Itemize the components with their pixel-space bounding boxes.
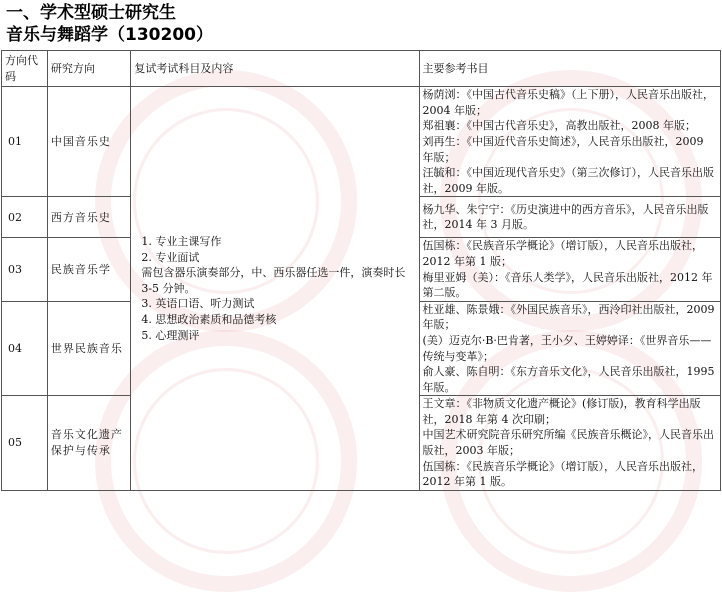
book-entry: 梅里亚姆（美）：《音乐人类学》，人民音乐出版社，2012 年第二版。 <box>422 270 713 300</box>
row-code: 05 <box>2 396 48 491</box>
header-exam: 复试考试科目及内容 <box>131 51 419 87</box>
exam-item: 需包含器乐演奏部分，中、西乐器任选一件，演奏时长 3-5 分钟。 <box>141 266 406 295</box>
book-entry: 杨荫浏：《中国古代音乐史稿》（上下册），人民音乐出版社，2004 年版； <box>422 88 715 117</box>
row-books <box>419 197 720 238</box>
book-entry: 王文章：《非物质文化遗产概论》(修订版)，教育科学出版社，2018 年第 4 次印刷； <box>422 397 701 426</box>
book-entry: 郑祖襄：《中国古代音乐史》，高教出版社，2008 年版； <box>422 119 697 133</box>
row-code: 03 <box>2 238 48 301</box>
book-entry: 伍国栋：《民族音乐学概论》（增订版），人民音乐出版社，2012 年第 1 版； <box>422 239 704 268</box>
exam-subjects <box>131 87 419 491</box>
row-code: 04 <box>2 301 48 396</box>
header-direction: 研究方向 <box>47 51 131 87</box>
book-entry: 杜亚雄、陈景娥：《外国民族音乐》，西泠印社出版社，2009 年版； <box>422 302 715 332</box>
row-code: 01 <box>2 87 48 197</box>
row-code: 02 <box>2 197 48 238</box>
exam-item: 5. 心理测评 <box>141 328 200 342</box>
exam-table <box>1 50 721 491</box>
section-title: 一、学术型硕士研究生 <box>6 3 176 23</box>
exam-item: 1. 专业主课写作 <box>141 234 222 248</box>
major-title: 音乐与舞蹈学（130200） <box>6 25 213 45</box>
book-entry: 刘再生：《中国近代音乐史简述》，人民音乐出版社，2009 年版； <box>422 134 704 164</box>
exam-item: 4. 思想政治素质和品德考核 <box>141 312 277 326</box>
table-row <box>2 87 721 197</box>
header-code: 方向代码 <box>2 51 48 87</box>
row-books <box>419 238 720 301</box>
book-entry: 中国艺术研究院音乐研究所编《民族音乐概论》，人民音乐出版社，2003 年版； <box>422 428 715 458</box>
header-books: 主要参考书目 <box>419 51 720 87</box>
book-entry: 杨九华、朱宁宁：《历史演进中的西方音乐》，人民音乐出版社，2014 年 3 月版。 <box>422 202 709 232</box>
row-direction: 西方音乐史 <box>47 197 131 238</box>
table-header-row <box>2 51 721 87</box>
row-direction: 民族音乐学 <box>47 238 131 301</box>
row-books <box>419 301 720 396</box>
book-entry: 俞人豪、陈自明：《东方音乐文化》，人民音乐出版社，1995 年版。 <box>422 365 715 394</box>
row-direction: 音乐文化遗产保护与传承 <box>47 396 131 491</box>
row-direction: 世界民族音乐 <box>47 301 131 396</box>
row-direction: 中国音乐史 <box>47 87 131 197</box>
book-entry: 伍国栋：《民族音乐学概论》（增订版），人民音乐出版社，2012 年第 1 版。 <box>422 459 704 489</box>
book-entry: (美）迈克尔·B·巴肯著，王小夕、王婷婷译：《世界音乐——传统与变革》； <box>422 333 712 363</box>
row-books <box>419 87 720 197</box>
book-entry: 汪毓和：《中国近现代音乐史》（第三次修订），人民音乐出版社，2009 年版。 <box>422 166 715 195</box>
exam-item: 2. 专业面试 <box>141 250 200 264</box>
exam-item: 3. 英语口语、听力测试 <box>141 297 255 311</box>
row-books <box>419 396 720 491</box>
